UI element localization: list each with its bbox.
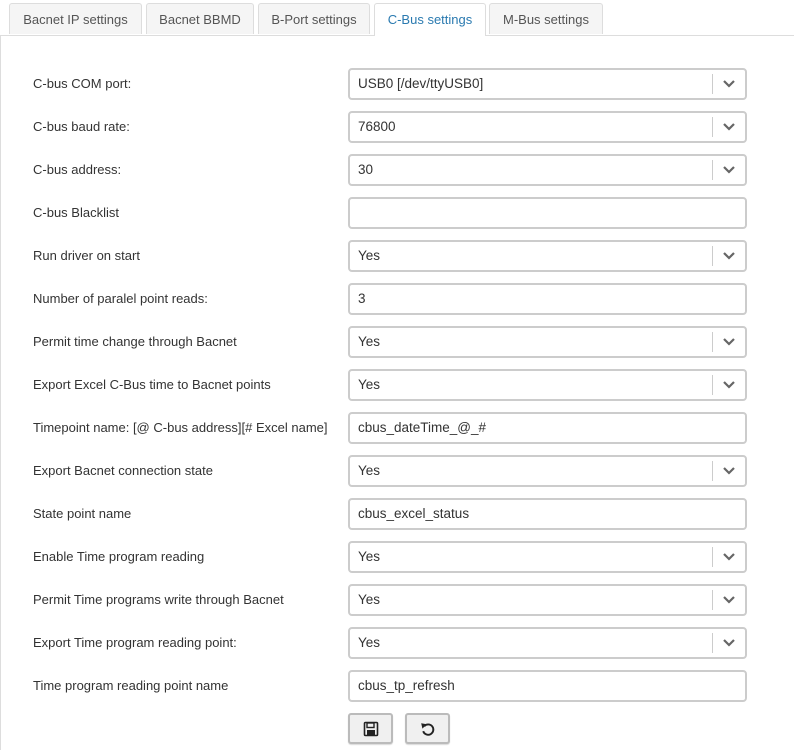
permit-time-change-select[interactable]: [348, 326, 747, 358]
permit-time-program-write-row: [0, 584, 794, 616]
save-button[interactable]: [348, 713, 393, 744]
chevron-down-icon: [719, 333, 739, 351]
permit-time-program-write-label: Permit Time programs write through Bacnet: [33, 592, 284, 607]
run-driver-label: Run driver on start: [33, 248, 140, 263]
settings-tabs: [0, 0, 794, 36]
com-port-select[interactable]: [348, 68, 747, 100]
export-connection-state-label: Export Bacnet connection state: [33, 463, 213, 478]
timepoint-name-label: Timepoint name: [@ C-bus address][# Excel name]: [33, 420, 328, 435]
address-label: C-bus address:: [33, 162, 122, 177]
chevron-down-icon: [719, 376, 739, 394]
baud-rate-label: C-bus baud rate:: [33, 119, 130, 134]
parallel-reads-label: Number of paralel point reads:: [33, 291, 208, 306]
tab-m-bus-settings[interactable]: M-Bus settings: [489, 3, 603, 34]
export-time-program-point-label: Export Time program reading point:: [33, 635, 237, 650]
state-point-name-row: [0, 498, 794, 530]
baud-rate-value: 76800: [358, 119, 396, 134]
time-program-point-name-label: Time program reading point name: [33, 678, 229, 693]
permit-time-program-write-select[interactable]: [348, 584, 747, 616]
chevron-down-icon: [719, 634, 739, 652]
export-excel-time-row: [0, 369, 794, 401]
state-point-name-value: cbus_excel_status: [358, 506, 470, 521]
com-port-row: [0, 68, 794, 100]
com-port-value: USB0 [/dev/ttyUSB0]: [358, 76, 484, 91]
enable-time-program-label: Enable Time program reading: [33, 549, 205, 564]
tab-c-bus-settings[interactable]: C-Bus settings: [374, 3, 486, 36]
export-time-program-point-value: Yes: [358, 635, 381, 650]
run-driver-select[interactable]: [348, 240, 747, 272]
enable-time-program-value: Yes: [358, 549, 381, 564]
timepoint-name-row: [0, 412, 794, 444]
time-program-point-name-value: cbus_tp_refresh: [358, 678, 455, 693]
select-separator: [712, 547, 713, 567]
permit-time-program-write-value: Yes: [358, 592, 381, 607]
enable-time-program-row: [0, 541, 794, 573]
enable-time-program-select[interactable]: [348, 541, 747, 573]
select-separator: [712, 117, 713, 137]
reset-button[interactable]: [405, 713, 450, 744]
select-separator: [712, 246, 713, 266]
tab-b-port-settings[interactable]: B-Port settings: [258, 3, 370, 34]
export-time-program-point-select[interactable]: [348, 627, 747, 659]
export-excel-time-select[interactable]: [348, 369, 747, 401]
baud-rate-row: [0, 111, 794, 143]
select-separator: [712, 590, 713, 610]
chevron-down-icon: [719, 591, 739, 609]
select-separator: [712, 633, 713, 653]
chevron-down-icon: [719, 247, 739, 265]
save-icon: [363, 721, 379, 737]
export-connection-state-select[interactable]: [348, 455, 747, 487]
time-program-point-name-input[interactable]: [348, 670, 747, 702]
blacklist-row: [0, 197, 794, 229]
com-port-label: C-bus COM port:: [33, 76, 132, 91]
address-row: [0, 154, 794, 186]
address-select[interactable]: [348, 154, 747, 186]
state-point-name-input[interactable]: [348, 498, 747, 530]
baud-rate-select[interactable]: [348, 111, 747, 143]
permit-time-change-row: [0, 326, 794, 358]
address-value: 30: [358, 162, 374, 177]
export-connection-state-value: Yes: [358, 463, 381, 478]
state-point-name-label: State point name: [33, 506, 132, 521]
timepoint-name-value: cbus_dateTime_@_#: [358, 420, 487, 435]
undo-icon: [420, 721, 436, 737]
chevron-down-icon: [719, 75, 739, 93]
parallel-reads-input[interactable]: [348, 283, 747, 315]
parallel-reads-value: 3: [358, 291, 366, 306]
select-separator: [712, 74, 713, 94]
blacklist-label: C-bus Blacklist: [33, 205, 119, 220]
run-driver-row: [0, 240, 794, 272]
select-separator: [712, 461, 713, 481]
export-time-program-point-row: [0, 627, 794, 659]
chevron-down-icon: [719, 462, 739, 480]
select-separator: [712, 160, 713, 180]
tab-bacnet-bbmd[interactable]: Bacnet BBMD: [146, 3, 254, 34]
chevron-down-icon: [719, 548, 739, 566]
chevron-down-icon: [719, 161, 739, 179]
blacklist-input[interactable]: [348, 197, 747, 229]
chevron-down-icon: [719, 118, 739, 136]
select-separator: [712, 332, 713, 352]
time-program-point-name-row: [0, 670, 794, 702]
run-driver-value: Yes: [358, 248, 381, 263]
export-connection-state-row: [0, 455, 794, 487]
export-excel-time-label: Export Excel C-Bus time to Bacnet points: [33, 377, 271, 392]
export-excel-time-value: Yes: [358, 377, 381, 392]
select-separator: [712, 375, 713, 395]
timepoint-name-input[interactable]: [348, 412, 747, 444]
tab-bacnet-ip-settings[interactable]: Bacnet IP settings: [9, 3, 142, 34]
permit-time-change-label: Permit time change through Bacnet: [33, 334, 237, 349]
parallel-reads-row: [0, 283, 794, 315]
permit-time-change-value: Yes: [358, 334, 381, 349]
